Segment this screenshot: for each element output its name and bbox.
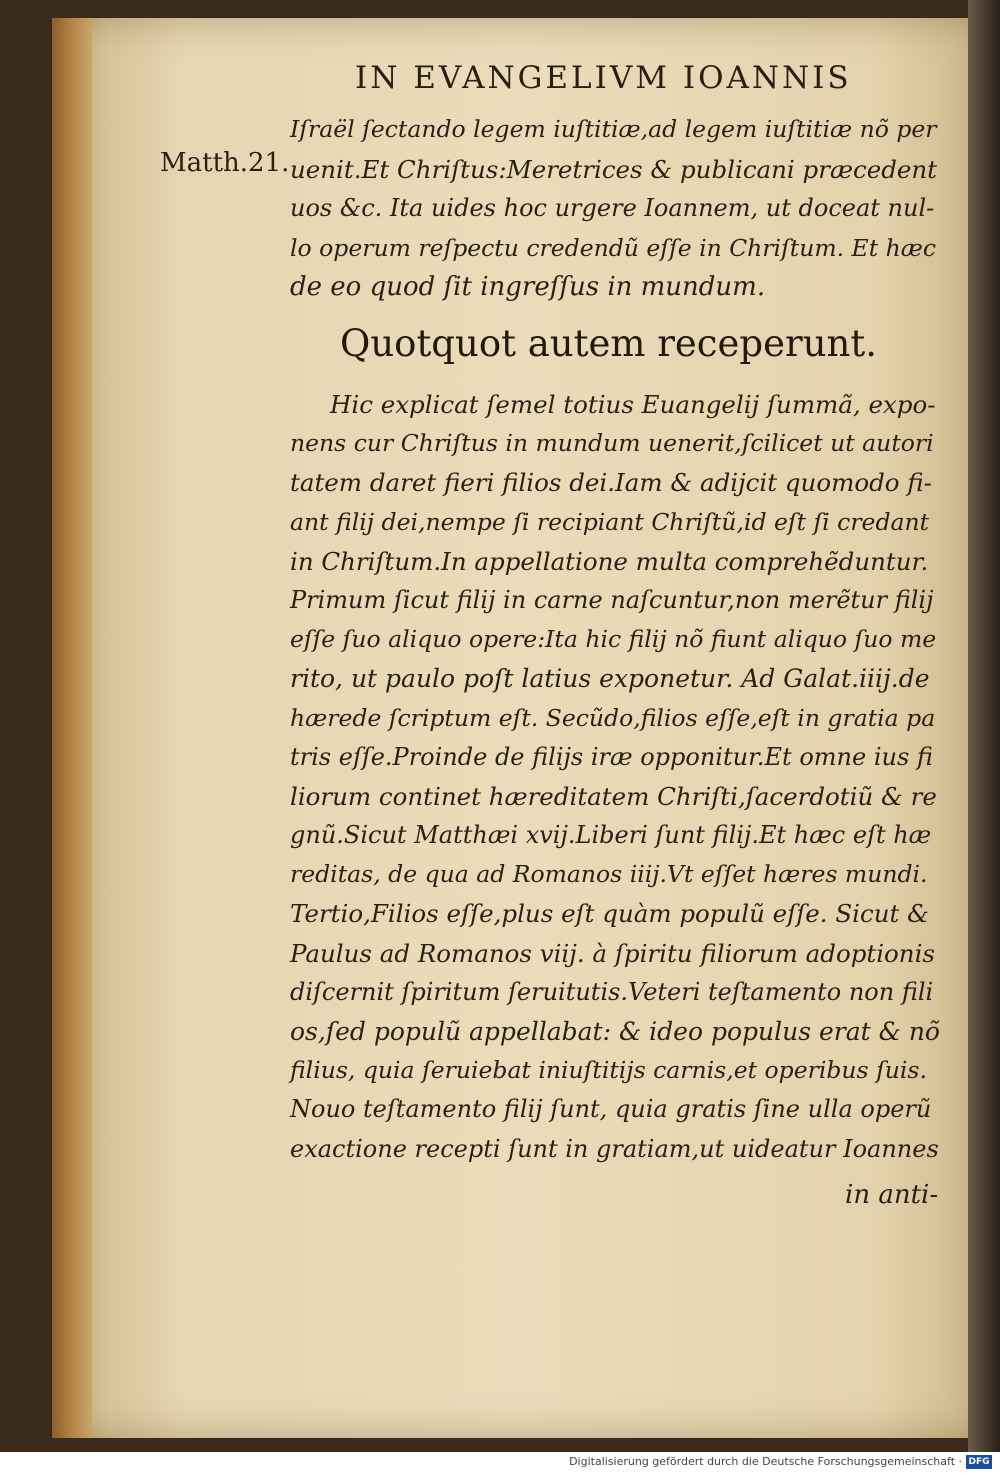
footer-bar	[0, 1452, 1000, 1475]
text-line: lo operum reſpectu credendũ eſſe in Chriſtum. Et hæc	[290, 233, 937, 262]
text-line: uenit.Et Chriſtus:Meretrices & publicani præcedent	[290, 154, 938, 184]
body-paragraph	[290, 385, 940, 1169]
text-line: reditas, de qua ad Romanos iiij.Vt eſſet hæres mundi.	[290, 860, 928, 889]
text-line: tris eſſe.Proinde de filijs iræ opponitur.Et omne ius fi	[290, 742, 933, 771]
dfg-logo-icon: DFG	[966, 1455, 992, 1469]
text-line: liorum continet hæreditatem Chriſti,ſacerdotiũ & re	[290, 781, 937, 811]
text-line: uos &c. Ita uides hoc urgere Ioannem, ut doceat nul-	[290, 194, 935, 222]
text-line: de eo quod ſit ingreſſus in mundum.	[290, 272, 766, 302]
intro-paragraph	[290, 110, 940, 308]
text-line: rito, ut paulo poſt latius exponetur. Ad Galat.iiij.de	[290, 664, 930, 694]
text-line: os,ſed populũ appellabat: & ideo populus erat & nõ	[290, 1017, 940, 1046]
running-head: IN EVANGELIVM IOANNIS	[355, 60, 852, 96]
text-line: Tertio,Filios eſſe,plus eſt quàm populũ eſſe. Sicut &	[290, 899, 929, 929]
text-line: exactione recepti ſunt in gratiam,ut uideatur Ioannes	[290, 1134, 939, 1163]
catchword: in anti-	[845, 1180, 939, 1210]
footer-credit: Digitalisierung gefördert durch die Deutsche Forschungsgemeinschaft ·	[569, 1455, 962, 1468]
text-line: Nouo teſtamento filij ſunt, quia gratis ſine ulla operũ	[290, 1095, 932, 1124]
text-line: gnũ.Sicut Matthæi xvij.Liberi ſunt filij.Et hæc eſt hæ	[290, 821, 932, 850]
margin-note: Matth.21.	[160, 148, 290, 178]
text-line: Paulus ad Romanos viij. à ſpiritu filiorum adoptionis	[290, 938, 935, 968]
book-edge	[968, 0, 1000, 1452]
text-line: diſcernit ſpiritum ſeruitutis.Veteri teſtamento non fili	[290, 977, 934, 1006]
text-line: in Chriſtum.In appellatione multa comprehẽduntur.	[290, 546, 929, 576]
text-line: hærede ſcriptum eſt. Secũdo,filios eſſe,eſt in gratia pa	[290, 703, 936, 732]
text-line: Iſraël ſectando legem iuſtitiæ,ad legem iuſtitiæ nõ per	[290, 115, 937, 143]
text-line: nens cur Chriſtus in mundum uenerit,ſcilicet ut autori	[290, 429, 934, 458]
section-heading: Quotquot autem receperunt.	[340, 322, 877, 365]
text-line: filius, quia ſeruiebat iniuſtitijs carnis,et operibus ſuis.	[290, 1056, 927, 1085]
book-spine	[52, 18, 92, 1438]
text-line: tatem daret fieri filios dei.Iam & adijcit quomodo fi-	[290, 468, 932, 498]
text-line: eſſe ſuo aliquo opere:Ita hic filij nõ fiunt aliquo ſuo me	[290, 625, 937, 654]
text-line: ant filij dei,nempe ſi recipiant Chriſtũ,id eſt ſi credant	[290, 507, 930, 536]
text-line: Primum ſicut filij in carne naſcuntur,non merẽtur filij	[290, 585, 934, 614]
text-line: Hic explicat ſemel totius Euangelij ſummã, expo-	[330, 390, 936, 419]
